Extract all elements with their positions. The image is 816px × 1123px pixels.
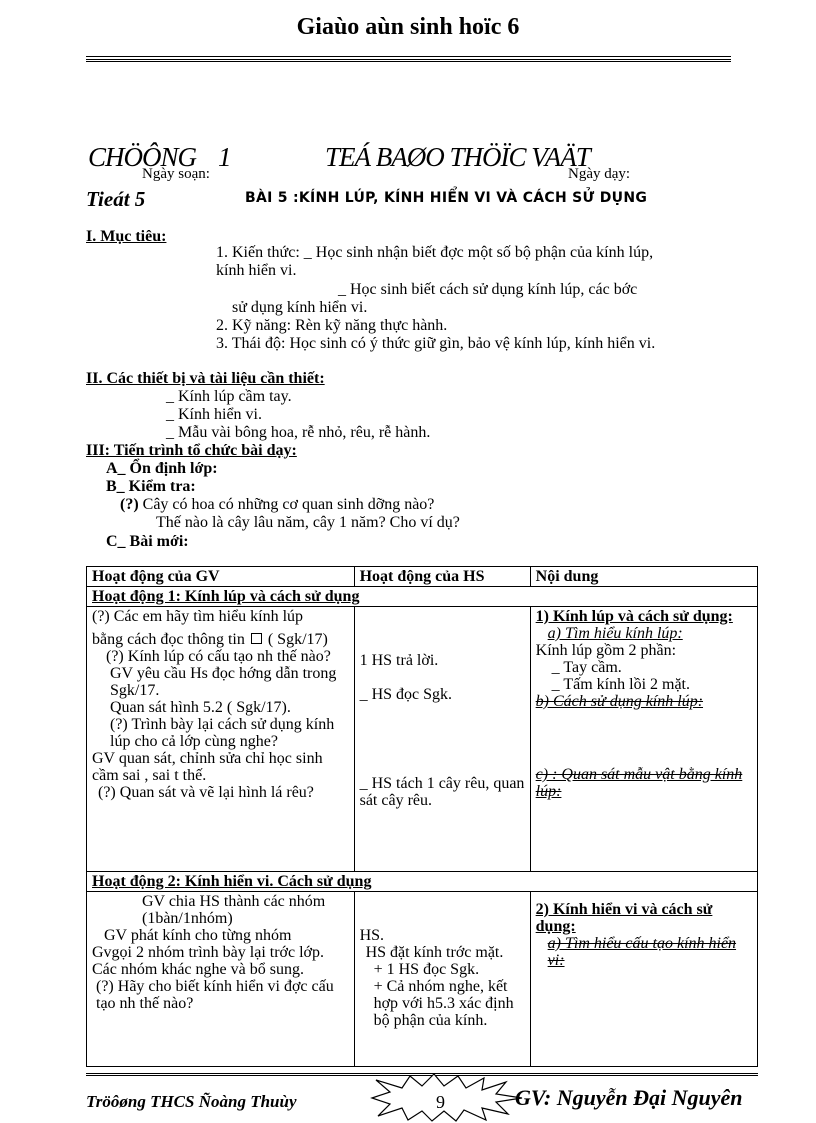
- teacher-activity-cell: [87, 892, 355, 1067]
- page-number-burst-icon: [368, 1074, 526, 1122]
- book-icon: [251, 633, 262, 644]
- activity-2-row: [87, 872, 758, 892]
- objective-line: 2. Kỹ năng: Rèn kỹ năng thực hành.: [216, 317, 448, 334]
- nd-heading: 1) Kính lúp và cách sử dụng:: [535, 608, 733, 625]
- question-mark: (?): [120, 496, 139, 513]
- page-number: 9: [436, 1092, 445, 1112]
- objective-line: sử dụng kính hiển vi.: [232, 299, 368, 316]
- table-header: Hoạt động của GV: [87, 567, 355, 587]
- gv-line: (?) Kính lúp có cấu tạo nh thế nào?: [106, 648, 331, 665]
- student-activity-cell: [354, 892, 530, 1067]
- objective-line: kính hiển vi.: [216, 262, 297, 279]
- objective-line: _ Học sinh biết cách sử dụng kính lúp, các bớc: [338, 281, 638, 298]
- date-taught: Ngày dạy:: [568, 166, 631, 182]
- procedure-step-a: A_ Ổn định lớp:: [106, 460, 218, 477]
- lesson-period: Tieát 5: [86, 187, 146, 211]
- hs-line: HS đặt kính trớc mặt.: [365, 944, 504, 961]
- nd-subheading: a) Tìm hiểu kính lúp:: [547, 625, 683, 642]
- footer-school: Tröôøng THCS Ñoàng Thuùy: [86, 1092, 297, 1111]
- nd-line: _ Tấm kính lồi 2 mặt.: [551, 676, 690, 693]
- lesson-activity-table: [86, 566, 758, 1067]
- table-header: Nội dung: [530, 567, 757, 587]
- activity-2-content-row: [87, 892, 758, 1067]
- procedure-step-c: C_ Bài mới:: [106, 533, 189, 550]
- hs-line: 1 HS trả lời.: [359, 652, 439, 669]
- gv-line: (?) Các em hãy tìm hiểu kính lúp: [92, 608, 304, 625]
- activity-1-row: [87, 587, 758, 607]
- objectives-heading: I. Mục tiêu:: [86, 228, 167, 245]
- gv-line-text: bằng cách đọc thông tin: [92, 631, 245, 648]
- gv-line: GV chia HS thành các nhóm (1bàn/1nhóm): [142, 893, 326, 927]
- gv-line: Quan sát hình 5.2 ( Sgk/17).: [110, 699, 291, 716]
- procedure-step-b: B_ Kiểm tra:: [106, 478, 196, 495]
- hs-line: _ HS tách 1 cây rêu, quan sát cây rêu.: [359, 775, 525, 809]
- hs-line: HS.: [359, 927, 385, 944]
- chapter-prefix: CHÖÔNG: [88, 142, 197, 172]
- footer-teacher: GV: Nguyễn Đại Nguyên: [515, 1085, 743, 1110]
- gv-line: (?) Quan sát và vẽ lại hình lá rêu?: [98, 784, 314, 801]
- gv-line: (?) Trình bày lại cách sử dụng kính lúp cho cả lớp cùng nghe?: [110, 716, 335, 750]
- equipment-heading: II. Các thiết bị và tài liệu cần thiết:: [86, 370, 325, 387]
- procedure-heading: III: Tiến trình tổ chức bài dạy:: [86, 442, 297, 459]
- table-header-row: [87, 567, 758, 587]
- question-line: [120, 496, 434, 514]
- hs-line: + 1 HS đọc Sgk.: [373, 961, 480, 978]
- content-cell: [530, 607, 757, 872]
- equipment-item: _ Kính hiển vi.: [166, 406, 262, 423]
- nd-line: _ Tay cầm.: [551, 659, 622, 676]
- teacher-activity-cell: [87, 607, 355, 872]
- header-rule: [86, 56, 731, 57]
- gv-line: GV phát kính cho từng nhóm: [104, 927, 292, 944]
- hs-line: + Cả nhóm nghe, kết hợp với h5.3 xác định bộ phận của kính.: [373, 978, 514, 1029]
- date-prepared: Ngày soạn:: [142, 166, 210, 182]
- chapter-number: 1: [218, 142, 231, 172]
- objective-line: 1. Kiến thức: _ Học sinh nhận biết đợc một số bộ phận của kính lúp,: [216, 244, 654, 261]
- lesson-title: BÀI 5 :KÍNH LÚP, KÍNH HIỂN VI VÀ CÁCH SỬ DỤNG: [245, 190, 648, 206]
- equipment-item: _ Mẫu vài bông hoa, rễ nhỏ, rêu, rễ hành.: [166, 424, 431, 441]
- nd-line: Kính lúp gồm 2 phần:: [535, 642, 677, 659]
- objective-line: 3. Thái độ: Học sinh có ý thức giữ gìn, bảo vệ kính lúp, kính hiển vi.: [216, 335, 656, 352]
- gv-line: GV quan sát, chỉnh sửa chỉ học sinh cầm sai , sai t thế.: [92, 750, 323, 784]
- table-header: Hoạt động của HS: [354, 567, 530, 587]
- nd-heading: 2) Kính hiển vi và cách sử dụng:: [535, 901, 713, 935]
- gv-line: Gvgọi 2 nhóm trình bày lại trớc lớp. Các nhóm khác nghe và bổ sung.: [92, 944, 324, 978]
- activity-1-content-row: [87, 607, 758, 872]
- nd-subheading: a) Tìm hiểu cấu tạo kính hiển vi:: [547, 935, 737, 969]
- gv-line: [92, 631, 349, 648]
- question-text: Cây có hoa có những cơ quan sinh dỡng nào?: [142, 496, 435, 513]
- content-cell: [530, 892, 757, 1067]
- equipment-item: _ Kính lúp cầm tay.: [166, 388, 292, 405]
- question-line-2: Thế nào là cây lâu năm, cây 1 năm? Cho ví dụ?: [156, 514, 460, 531]
- page-header-title: Giaùo aùn sinh hoïc 6: [296, 14, 520, 40]
- gv-line: GV yêu cầu Hs đọc hớng dẫn trong Sgk/17.: [110, 665, 337, 699]
- hs-line: _ HS đọc Sgk.: [359, 686, 453, 703]
- nd-subheading: b) Cách sử dụng kính lúp:: [535, 693, 704, 710]
- activity-title: Hoạt động 1: Kính lúp và cách sử dụng: [87, 587, 758, 607]
- gv-line: (?) Hãy cho biết kính hiển vi đợc cấu tạo nh thế nào?: [96, 978, 334, 1012]
- nd-subheading: c) : Quan sát mẫu vật bằng kính lúp:: [535, 766, 743, 800]
- header-rule-double: [86, 59, 731, 62]
- gv-line-ref: ( Sgk/17): [267, 631, 328, 648]
- student-activity-cell: [354, 607, 530, 872]
- activity-title: Hoạt động 2: Kính hiển vi. Cách sử dụng: [87, 872, 758, 892]
- chapter-title: TEÁ BAØO THÖÏC VAÄT: [325, 142, 590, 172]
